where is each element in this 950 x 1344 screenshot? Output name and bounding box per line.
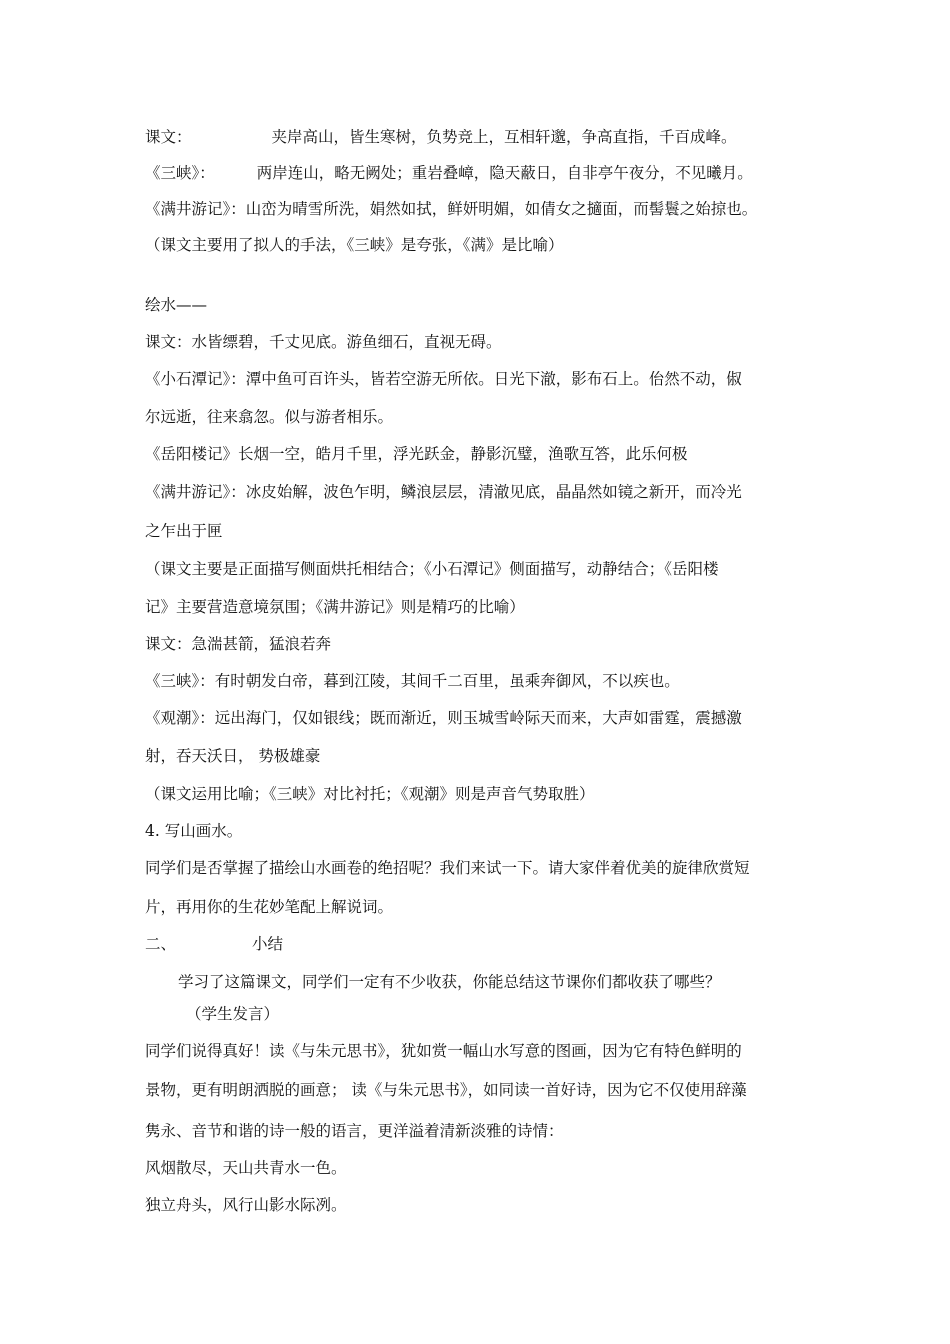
section-number-2: 二、 [145,935,177,953]
text-line-mountain-lesson [145,127,737,147]
text-line-manjing-mountain: 《满井游记》：山峦为晴雪所洗，娟然如拭，鲜妍明媚，如倩女之擿面，而髻鬟之始掠也。 [145,200,758,218]
text-line-manjing-water-1: 《满井游记》：冰皮始解，波色乍明，鳞浪层层，清澈见底，晶晶然如镜之新开，而冷光 [145,483,742,501]
section-heading-summary [145,934,283,954]
text-line-conclusion-2: 景物，更有明朗洒脱的画意； 读《与朱元思书》，如同读一首好诗，因为它不仅使用辞藻 [145,1081,747,1099]
list-item-4-heading: 4. 写山画水。 [145,822,243,840]
text-line-yueyanglou: 《岳阳楼记》长烟一空，皓月千里，浮光跃金，静影沉璧，渔歌互答，此乐何极 [145,445,688,463]
label-lesson: 课文： [145,128,192,146]
text-line-water-note-2: 记》主要营造意境氛围；《满井游记》则是精巧的比喻） [145,598,525,616]
text-line-sanxia-water: 《三峡》：有时朝发白帝，暮到江陵，其间千二百里，虽乘奔御风，不以疾也。 [145,672,680,690]
text-line-water-note-1: （课文主要是正面描写侧面烘托相结合；《小石潭记》侧面描写，动静结合；《岳阳楼 [145,560,719,578]
text-line-rapids-note: （课文运用比喻；《三峡》对比衬托；《观潮》则是声音气势取胜） [145,785,595,803]
poem-line-1: 风烟散尽，天山共青水一色。 [145,1159,347,1177]
text-line-mountain-note: （课文主要用了拟人的手法，《三峡》是夸张，《满》是比喻） [145,236,564,254]
text-line-task-2: 片，再用你的生花妙笔配上解说词。 [145,898,394,916]
section-heading-water: 绘水—— [145,296,208,314]
text-line-sanxia-mountain [145,163,753,183]
label-sanxia: 《三峡》： [145,164,215,182]
text-line-water-lesson: 课文：水皆缥碧，千丈见底。游鱼细石，直视无碍。 [145,333,502,351]
text-line-task-1: 同学们是否掌握了描绘山水画卷的绝招呢？我们来试一下。请大家伴着优美的旋律欣赏短 [145,859,750,877]
text-line-summary-prompt: 学习了这篇课文，同学们一定有不少收获，你能总结这节课你们都收获了哪些？ [178,973,721,991]
text-line-student-speech: （学生发言） [186,1005,280,1023]
text-line-guanchao-1: 《观潮》：远出海门，仅如银线；既而渐近，则玉城雪岭际天而来，大声如雷霆，震撼激 [145,709,742,727]
quote-sanxia-mountain: 两岸连山，略无阙处；重岩叠嶂，隐天蔽日，自非亭午夜分，不见曦月。 [256,164,753,182]
text-line-conclusion-3: 隽永、音节和谐的诗一般的语言，更洋溢着清新淡雅的诗情： [145,1122,564,1140]
text-line-xiaoshitan-1: 《小石潭记》：潭中鱼可百许头，皆若空游无所依。日光下澈，影布石上。佁然不动，俶 [145,370,742,388]
text-line-manjing-water-2: 之乍出于匣 [145,522,223,540]
text-line-guanchao-2: 射，吞天沃日， 势极雄豪 [145,747,321,765]
text-line-rapids-lesson: 课文：急湍甚箭，猛浪若奔 [145,635,332,653]
quote-lesson-mountain: 夹岸高山，皆生寒树，负势竞上，互相轩邈，争高直指，千百成峰。 [271,128,737,146]
text-line-xiaoshitan-2: 尔远逝，往来翕忽。似与游者相乐。 [145,408,394,426]
text-line-conclusion-1: 同学们说得真好！读《与朱元思书》，犹如赏一幅山水写意的图画，因为它有特色鲜明的 [145,1042,742,1060]
section-title-summary: 小结 [252,935,284,953]
poem-line-2: 独立舟头，风行山影水际冽。 [145,1196,347,1214]
